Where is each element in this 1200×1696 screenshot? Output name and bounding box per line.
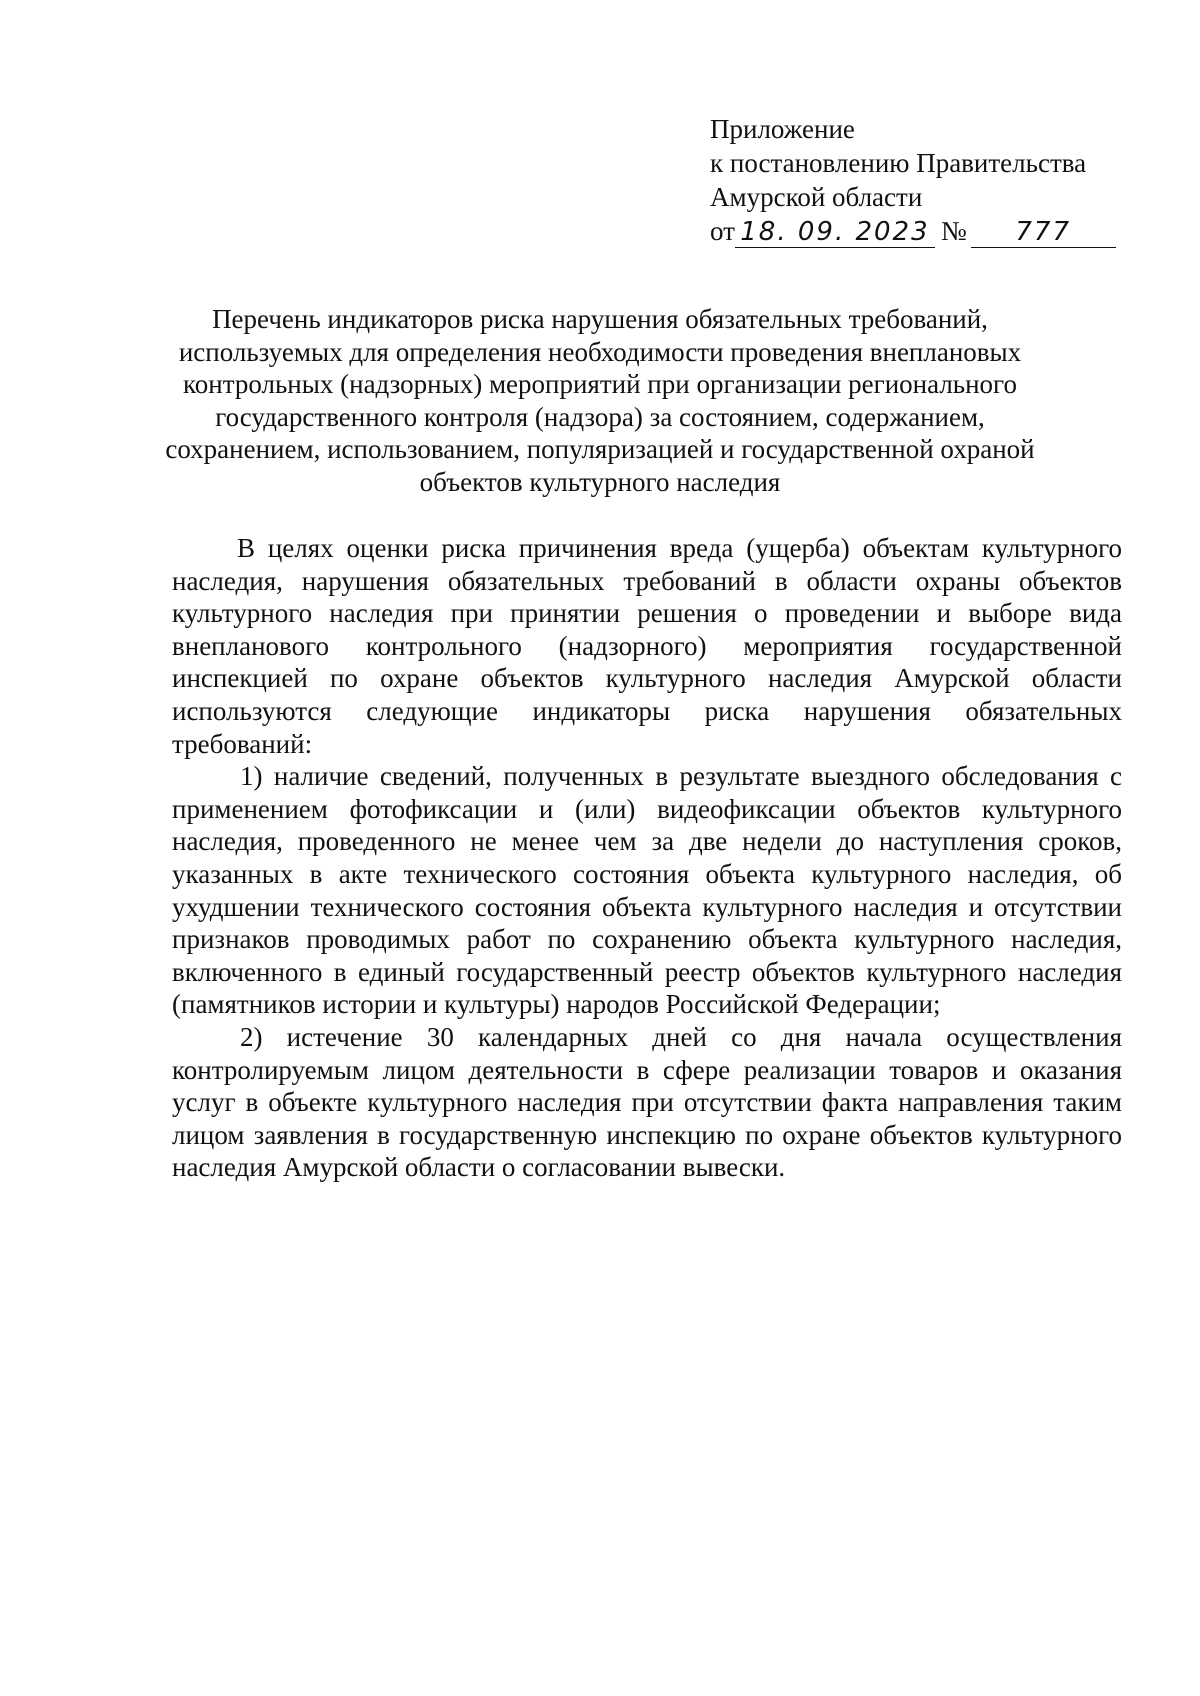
- document-title: [150, 303, 1050, 499]
- appendix-heading: Приложение: [710, 114, 855, 144]
- title-line: объектов культурного наследия: [419, 466, 781, 497]
- appendix-resolution-line: к постановлению Правительства: [710, 148, 1087, 178]
- handwritten-number: 777: [971, 217, 1116, 248]
- title-line: контрольных (надзорных) мероприятий при организации регионального: [183, 369, 1017, 400]
- title-line: Перечень индикаторов риска нарушения обязательных требований,: [212, 304, 988, 334]
- title-line: государственного контроля (надзора) за состоянием, содержанием,: [215, 401, 985, 432]
- document-body: [172, 532, 1122, 1184]
- date-prefix: от: [710, 216, 735, 246]
- appendix-date-line: [710, 214, 1150, 248]
- title-line: сохранением, использованием, популяризацией и государственной охраной: [165, 434, 1035, 465]
- intro-paragraph: В целях оценки риска причинения вреда (ущерба) объектам культурного наследия, нарушения обязательных требований в области охраны объектов культурного наследия при принятии решения о проведении и выборе вида внепланового контрольного (надзорного) мероприятия государственной инспекцией по охране объектов культурного наследия Амурской области используются следующие индикаторы риска нарушения обязательных требований:: [172, 533, 1122, 759]
- indicator-item-2: 2) истечение 30 календарных дней со дня начала осуществления контролируемым лицом деятельности в сфере реализации товаров и оказания услуг в объекте культурного наследия при отсутствии факта направления таким лицом заявления в государственную инспекцию по охране объектов культурного наследия Амурской области о согласовании вывески.: [172, 1021, 1122, 1183]
- appendix-region-line: Амурской области: [710, 182, 923, 212]
- indicator-item-1: 1) наличие сведений, полученных в результате выездного обследования с применением фотофиксации и (или) видеофиксации объектов культурного наследия, проведенного не менее чем за две недели до наступления сроков, указанных в акте технического состояния объекта культурного наследия, об ухудшении технического состояния объекта культурного наследия и отсутствии признаков проводимых работ по сохранению объекта культурного наследия, включенного в единый государственный реестр объектов культурного наследия (памятников истории и культуры) народов Российской Федерации;: [172, 761, 1122, 1020]
- handwritten-date: 18. 09. 2023: [735, 217, 935, 248]
- number-sign: №: [940, 216, 967, 246]
- title-line: используемых для определения необходимости проведения внеплановых: [178, 336, 1022, 367]
- appendix-block: [710, 112, 1150, 248]
